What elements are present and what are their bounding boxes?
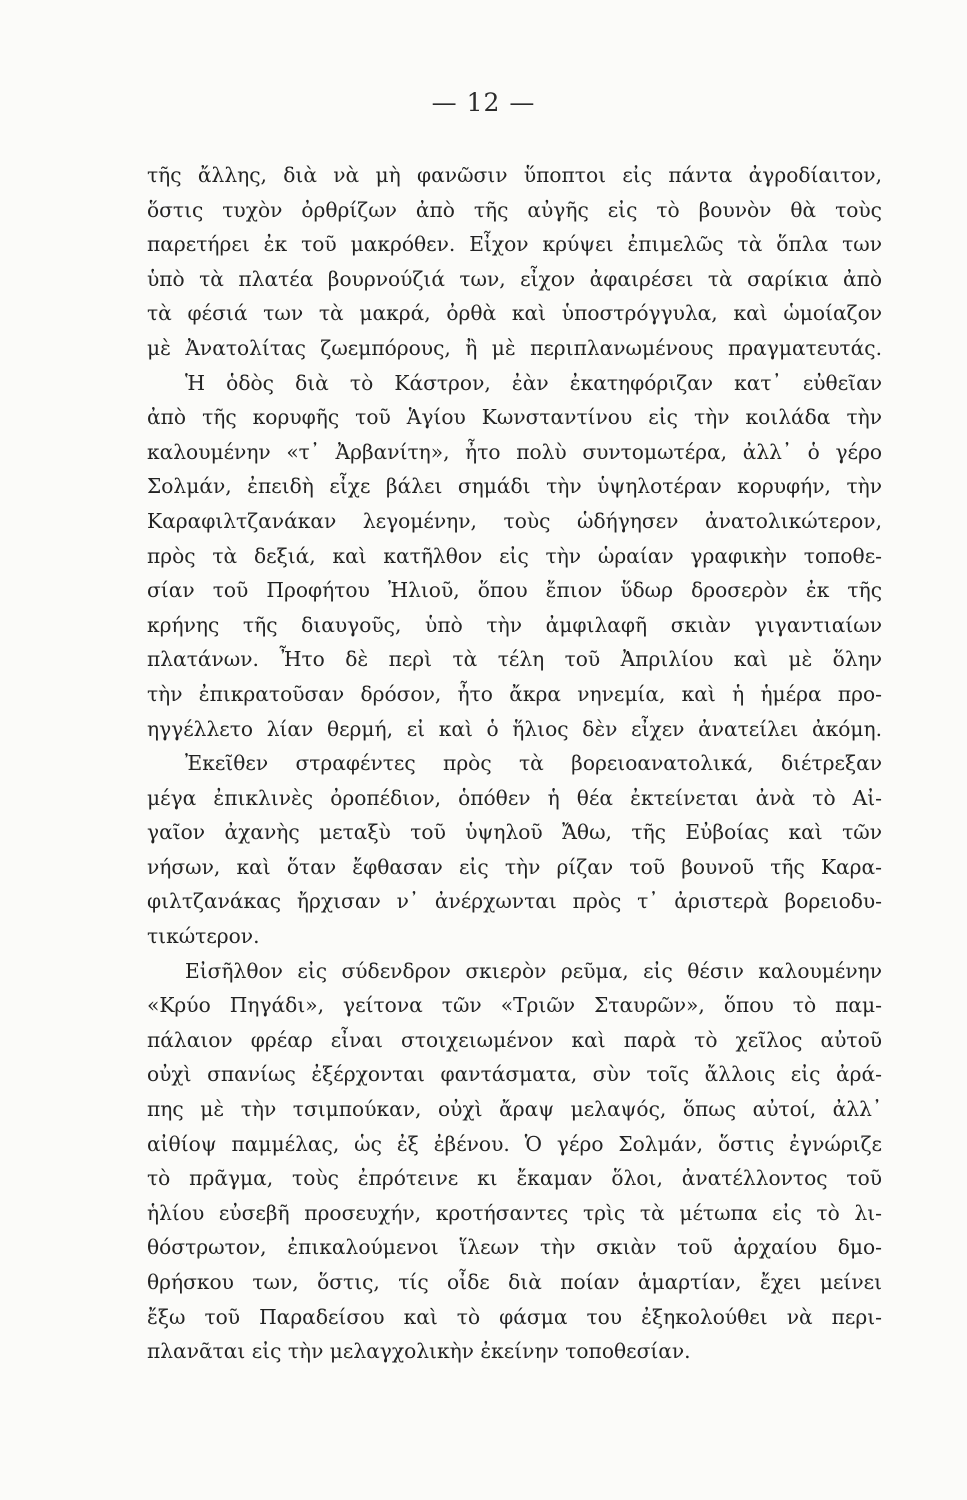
body-text xyxy=(147,158,882,1369)
text-line: οὐχὶ σπανίως ἐξέρχονται φαντάσματα, σὺν τοῖς ἄλλοις εἰς ἀρά- xyxy=(147,1062,882,1087)
text-line: Εἰσῆλθον εἰς σύδενδρον σκιερὸν ρεῦμα, εἰς θέσιν καλουμένην xyxy=(185,958,882,983)
text-line: ἀπὸ τῆς κορυφῆς τοῦ Ἁγίου Κωνσταντίνου εἰς τὴν κοιλάδα τὴν xyxy=(147,405,882,430)
text-line: Σολμάν, ἐπειδὴ εἶχε βάλει σημάδι τὴν ὑψηλοτέραν κορυφήν, τὴν xyxy=(147,474,882,499)
text-line: Ἐκεῖθεν στραφέντες πρὸς τὰ βορειοανατολικά, διέτρεξαν xyxy=(185,751,882,776)
text-line: αἰθίοψ παμμέλας, ὡς ἐξ ἐβένου. Ὁ γέρο Σολμάν, ὅστις ἐγνώριζε xyxy=(147,1131,882,1156)
text-line: τικώτερον. xyxy=(147,924,260,949)
text-line: ὅστις τυχὸν ὀρθρίζων ἀπὸ τῆς αὐγῆς εἰς τὸ βουνὸν θὰ τοὺς xyxy=(147,197,882,222)
text-line: μὲ Ἀνατολίτας ζωεμπόρους, ἢ μὲ περιπλανωμένους πραγματευτάς. xyxy=(147,335,882,360)
text-line: νήσων, καὶ ὅταν ἔφθασαν εἰς τὴν ρίζαν τοῦ βουνοῦ τῆς Καρα- xyxy=(147,854,882,879)
page-number: — 12 — xyxy=(431,88,536,117)
text-line: Ἡ ὁδὸς διὰ τὸ Κάστρον, ἐὰν ἐκατηφόριζαν κατ᾽ εὐθεῖαν xyxy=(185,370,882,395)
text-line: τὴν ἐπικρατοῦσαν δρόσον, ἦτο ἄκρα νηνεμία, καὶ ἡ ἡμέρα προ- xyxy=(147,681,882,706)
text-line: πάλαιον φρέαρ εἶναι στοιχειωμένον καὶ παρὰ τὸ χεῖλος αὐτοῦ xyxy=(147,1027,882,1052)
text-line: καλουμένην «τ᾽ Ἀρβανίτη», ἦτο πολὺ συντομωτέρα, ἀλλ᾽ ὁ γέρο xyxy=(147,439,882,464)
text-line: πλανᾶται εἰς τὴν μελαγχολικὴν ἐκείνην τοποθεσίαν. xyxy=(147,1339,691,1364)
text-line: πρὸς τὰ δεξιά, καὶ κατῆλθον εἰς τὴν ὡραίαν γραφικὴν τοποθε- xyxy=(147,543,882,568)
text-line: γαῖον ἀχανὴς μεταξὺ τοῦ ὑψηλοῦ Ἄθω, τῆς Εὐβοίας καὶ τῶν xyxy=(147,820,882,845)
text-line: ηγγέλλετο λίαν θερμή, εἰ καὶ ὁ ἥλιος δὲν εἶχεν ἀνατείλει ἀκόμη. xyxy=(147,716,882,741)
text-line: θόστρωτον, ἐπικαλούμενοι ἵλεων τὴν σκιὰν τοῦ ἀρχαίου δμο- xyxy=(147,1235,882,1260)
text-line: τὸ πρᾶγμα, τοὺς ἐπρότεινε κι ἔκαμαν ὅλοι, ἀνατέλλοντος τοῦ xyxy=(147,1166,882,1191)
text-line: ἡλίου εὐσεβῆ προσευχήν, κροτήσαντες τρὶς τὰ μέτωπα εἰς τὸ λι- xyxy=(147,1200,882,1225)
text-line: θρήσκου των, ὅστις, τίς οἶδε διὰ ποίαν ἁμαρτίαν, ἔχει μείνει xyxy=(147,1270,882,1294)
text-line: ὑπὸ τὰ πλατέα βουρνούζιά των, εἶχον ἀφαιρέσει τὰ σαρίκια ἀπὸ xyxy=(147,266,882,291)
text-line: ἔξω τοῦ Παραδείσου καὶ τὸ φάσμα του ἐξηκολούθει νὰ περι- xyxy=(147,1304,882,1329)
text-line: παρετήρει ἐκ τοῦ μακρόθεν. Εἶχον κρύψει ἐπιμελῶς τὰ ὅπλα των xyxy=(147,232,882,257)
text-line: σίαν τοῦ Προφήτου Ἠλιοῦ, ὅπου ἔπιον ὕδωρ δροσερὸν ἐκ τῆς xyxy=(147,578,882,603)
text-line: πης μὲ τὴν τσιμπούκαν, οὐχὶ ἄραψ μελαψός, ὅπως αὐτοί, ἀλλ᾽ xyxy=(147,1097,882,1122)
text-line: τὰ φέσιά των τὰ μακρά, ὀρθὰ καὶ ὑποστρόγγυλα, καὶ ὡμοίαζον xyxy=(147,301,882,326)
text-line: «Κρύο Πηγάδι», γείτονα τῶν «Τριῶν Σταυρῶν», ὅπου τὸ παμ- xyxy=(147,993,882,1018)
text-line: κρήνης τῆς διαυγοῦς, ὑπὸ τὴν ἀμφιλαφῆ σκιὰν γιγαντιαίων xyxy=(147,612,882,637)
text-line: Καραφιλτζανάκαν λεγομένην, τοὺς ὡδήγησεν ἀνατολικώτερον, xyxy=(147,508,882,533)
text-line: φιλτζανάκας ἤρχισαν ν᾽ ἀνέρχωνται πρὸς τ᾽ ἀριστερὰ βορειοδυ- xyxy=(147,889,882,914)
text-line: πλατάνων. Ἦτο δὲ περὶ τὰ τέλη τοῦ Ἀπριλίου καὶ μὲ ὅλην xyxy=(147,647,882,672)
text-line: μέγα ἐπικλινὲς ὀροπέδιον, ὁπόθεν ἡ θέα ἐκτείνεται ἀνὰ τὸ Αἰ- xyxy=(147,785,882,810)
text-line: τῆς ἄλλης, διὰ νὰ μὴ φανῶσιν ὕποπτοι εἰς πάντα ἀγροδίαιτον, xyxy=(147,163,882,187)
